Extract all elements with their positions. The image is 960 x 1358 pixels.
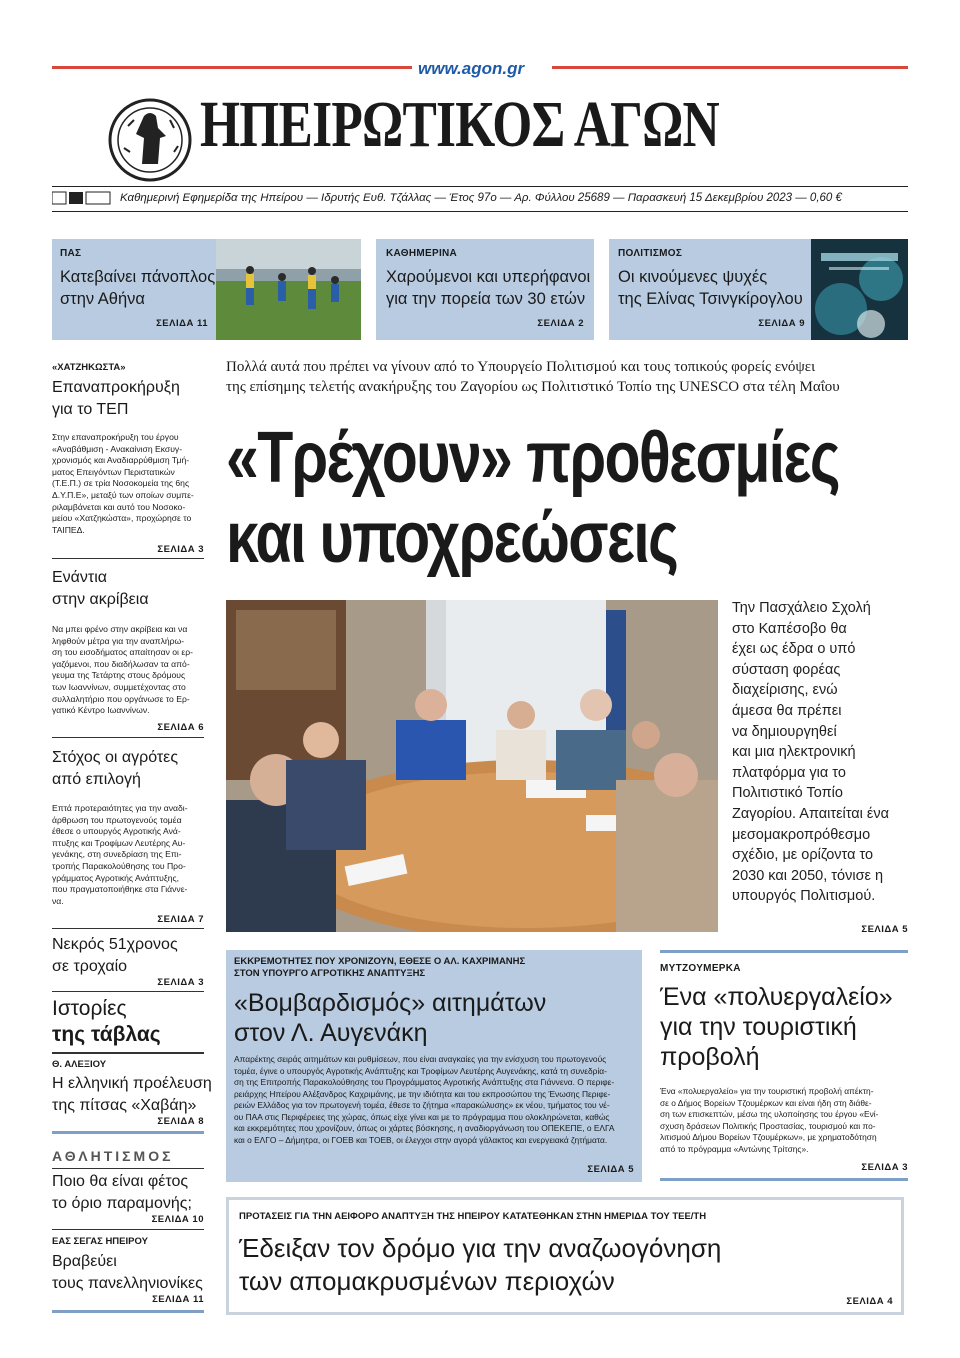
teaser-page: ΣΕΛΙΔΑ 9 [758,318,805,329]
left-s3-headline[interactable]: Στόχος οι αγρότες από επιλογή [52,749,179,788]
sport-headline[interactable]: Ποιο θα είναι φέτος το όριο παραμονής; [52,1173,192,1212]
tourism-body: Ένα «πολυεργαλείο» για την τουριστική προβολή απέκτη- σε ο Δήμος Βορείων Τζουμέρκων και είναι ήδη στη διάθε- ση των επισκεπτών, μέσω της υλοποίησης του έργου «Ενί- σχυση δράσεων Πολιτικής Προστασίας, τουρισμού και πο- λιτισμού Δήμου Βορείων Τζουμέρκων», με χρηματοδότηση από το πρόγραμμα «Αντώνης Τρίτσης». [660,1086,879,1154]
newspaper-logo [108,98,192,182]
main-kicker: Πολλά αυτά που πρέπει να γίνουν από το Υπουργείο Πολιτισμού και τους τοπικούς φορείς ενόψει της επίσημης τελετής ανακήρυξης του Ζαγορίου ως Πολιτιστικό Τοπίο της UNESCO στα τέλη Μαΐου [226,359,840,395]
left-s6-category: Θ. ΑΛΕΞΙΟΥ [52,1059,107,1070]
left-separator [52,737,204,738]
left-separator [52,1229,204,1230]
header-rule-left [52,66,412,69]
agri-story[interactable] [226,950,642,1182]
teaser-category: ΠΟΛΙΤΙΣΜΟΣ [618,248,683,259]
left-separator [52,991,204,992]
bottom-kicker: ΠΡΟΤΑΣΕΙΣ ΓΙΑ ΤΗΝ ΑΕΙΦΟΡΟ ΑΝΑΠΤΥΞΗ ΤΗΣ ΗΠΕΙΡΟΥ ΚΑΤΑΤΕΘΗΚΑΝ ΣΤΗΝ ΗΜΕΡΙΔΑ ΤΟΥ ΤΕΕ/ΤΗ [239,1211,707,1222]
teaser-sports-photo [216,239,361,340]
left-separator [52,1168,204,1169]
left-s7-page: ΣΕΛΙΔΑ 11 [152,1294,204,1305]
sport-section-label: ΑΘΛΗΤΙΣΜΟΣ [52,1148,174,1164]
info-rule-bottom [52,211,908,212]
teaser-page: ΣΕΛΙΔΑ 11 [156,318,208,329]
teaser-culture-photo [811,239,908,340]
teaser-culture[interactable] [609,239,811,340]
main-headline[interactable]: «Τρέχουν» προθεσμίες και υποχρεώσεις [226,418,839,578]
sport-rule-top [52,1131,204,1134]
teaser-title: Κατεβαίνει πάνοπλος στην Αθήνα [60,268,216,308]
publisher-badges [52,191,112,205]
tourism-category: ΜΥΤΖΟΥΜΕΡΚΑ [660,963,741,974]
teaser-title: Οι κινούμενες ψυχές της Ελίνας Τσινγκίρογλου [618,268,803,308]
left-s1-page: ΣΕΛΙΔΑ 3 [157,544,204,555]
sport-page: ΣΕΛΙΔΑ 10 [151,1214,204,1225]
site-url[interactable]: www.agon.gr [418,59,525,78]
teaser-page: ΣΕΛΙΔΑ 2 [537,318,584,329]
header-rule-right [552,66,908,69]
left-s5-headline[interactable]: Ιστορίες της τάβλας [52,997,161,1046]
tourism-rule-bottom [660,1178,908,1181]
left-s3-page: ΣΕΛΙΔΑ 7 [157,914,204,925]
agri-headline: «Βομβαρδισμός» αιτημάτων στον Λ. Αυγενάκη [234,989,547,1047]
main-page: ΣΕΛΙΔΑ 5 [861,924,908,935]
agri-page: ΣΕΛΙΔΑ 5 [587,1164,634,1175]
left-s1-category: «ΧΑΤΖΗΚΩΣΤΑ» [52,362,126,373]
left-separator [52,558,204,559]
left-s1-headline[interactable]: Επαναπροκήρυξη για το ΤΕΠ [52,379,180,418]
teaser-sports[interactable] [52,239,216,340]
left-rule-bottom [52,1310,204,1313]
left-s4-headline[interactable]: Νεκρός 51χρονος σε τροχαίο [52,936,178,975]
teaser-title: Χαρούμενοι και υπερήφανοι για την πορεία των 30 ετών [386,268,591,308]
tourism-page: ΣΕΛΙΔΑ 3 [861,1162,908,1173]
agri-kicker: ΕΚΚΡΕΜΟΤΗΤΕΣ ΠΟΥ ΧΡΟΝΙΖΟΥΝ, ΕΘΕΣΕ Ο ΑΛ. ΚΑΧΡΙΜΑΝΗΣ ΣΤΟΝ ΥΠΟΥΡΓΟ ΑΓΡΟΤΙΚΗΣ ΑΝΑΠΤΥΞΗΣ [234,956,526,979]
left-s2-body: Να μπει φρένο στην ακρίβεια και να ληφθούν μέτρα για την αναπλήρω- ση του εισοδήματος απαίτησαν οι ερ- γαζόμενοι, που διαδήλωσαν τα από- γευμα της Τετάρτης στους δρόμους των Ιωαννίνων, συμμετέχοντας στο συλλαλητήριο που οργάνωσε το Ερ- γατικό Κέντρο Ιωαννίνων. [52,624,193,716]
teaser-daily[interactable] [376,239,594,340]
left-s6-headline[interactable]: Η ελληνική προέλευση της πίτσας «Χαβάη» [52,1075,212,1114]
info-rule-top [52,186,908,187]
left-s3-body: Επτά προτεραιότητες για την αναδι- άρθρωση του πρωτογενούς τομέα έθεσε ο υπουργός Αγροτικής Ανά- πτυξης και Τροφίμων Λευτέρης Αυ- γενάκης, στη συνεδρίαση της Επι- τροπής Παρακολούθησης του Προ- γράμματος Αγροτικής Ανάπτυξης, που πραγματοποιήθηκε στα Γιάννε- να. [52,803,188,906]
left-s1-body: Στην επαναπροκήρυξη του έργου «Αναβάθμιση - Ανακαίνιση Εκσυγ- χρονισμός και Αναδιαρρύθμιση Τμή- ματος Επειγόντων Περιστατικών (Τ.Ε.Π.) σε τρία Νοσοκομεία της 6ης Δ.Υ.Π.Ε», μεταξύ των οποίων συμπε- ριλαμβάνεται και αυτό του Νοσοκο- μείου «Χατζηκώστα», προχώρησε το ΤΑΙΠΕΔ. [52,432,194,535]
masthead-title: ΗΠΕΙΡΩΤΙΚΟΣ ΑΓΩΝ [200,88,719,161]
main-summary: Την Πασχάλειο Σχολή στο Καπέσοβο θα έχει ως έδρα ο υπό σύσταση φορέας διαχείρισης, ενώ άμεσα θα πρέπει να δημιουργηθεί και μια ηλεκτρονική πλατφόρμα για το Πολιτιστικό Τοπίο Ζαγορίου. Απαιτείται ένα μεσομακροπρόθεσμο σχέδιο, με ορίζοντα το 2030 και 2050, τόνισε η υπουργός Πολιτισμού. [732,600,890,905]
agri-body: Απαρέκτης σειράς αιτημάτων και ρυθμίσεων, που είναι αναγκαίες για την ενίσχυση του πρωτογενούς τομέα, έγινε ο υπουργός Αγροτικής Ανάπτυξης και Τροφίμων Λευτέρης Αυγενάκης, κατά τη συνεδρία- ση της Επιτροπής Παρακολούθησης του Προγράμματος Αγροτικής Ανάπτυξης στα Γιάννενα. Ο περιφε- ρειάρχης Ηπείρου Αλέξανδρος Καχριμάνης, με την ιδιότητα και του εκπροσώπου της Ένωσης Περιφε- ρειών Ελλάδος για τον πρωτογενή τομέα, έθεσε το ζήτημα «παρακώλυσης» εκ νέου, τμήματος του νέ- ου ΠΑΑ στις Περιφέρειες της χώρας, όπως είχε γίνει και με το πρόγραμμα που ολοκληρώνεται, καθώς και εκκρεμότητες που χρονίζουν, όπως οι χάρτες βόσκησης, η αναδιοργάνωση του ΟΠΕΚΕΠΕ, ο ΕΛΓΑ και ο ΕΛΓΟ – Δήμητρα, οι ΓΟΕΒ και ΤΟΕΒ, οι έλεγχοι στην αγορά γάλακτος και ενεργειακά ζητήματα. [234,1054,615,1145]
left-s4-page: ΣΕΛΙΔΑ 3 [157,977,204,988]
left-s2-headline[interactable]: Ενάντια στην ακρίβεια [52,569,149,608]
left-separator [52,928,204,929]
tourism-headline[interactable]: Ένα «πολυεργαλείο» για την τουριστική προβολή [660,983,893,1071]
teaser-category: ΚΑΘΗΜΕΡΙΝΑ [386,248,458,259]
main-photo [226,600,718,932]
teaser-category: ΠΑΣ [60,248,82,259]
left-separator [52,1052,204,1054]
bottom-story[interactable] [226,1197,904,1315]
left-s2-page: ΣΕΛΙΔΑ 6 [157,722,204,733]
bottom-page: ΣΕΛΙΔΑ 4 [846,1296,893,1307]
left-s7-headline[interactable]: Βραβεύει τους πανελληνιονίκες [52,1253,203,1292]
issue-info: Καθημερινή Εφημερίδα της Ηπείρου — Ιδρυτής Ευθ. Τζάλλας — Έτος 97ο — Αρ. Φύλλου 25689 — Παρασκευή 15 Δεκεμβρίου 2023 — 0,60 € [120,192,842,204]
tourism-rule-top [660,950,908,953]
left-s7-category: ΕΑΣ ΣΕΓΑΣ ΗΠΕΙΡΟΥ [52,1236,148,1247]
left-s6-page: ΣΕΛΙΔΑ 8 [157,1116,204,1127]
bottom-headline: Έδειξαν τον δρόμο για την αναζωογόνηση των απομακρυσμένων περιοχών [239,1233,722,1296]
